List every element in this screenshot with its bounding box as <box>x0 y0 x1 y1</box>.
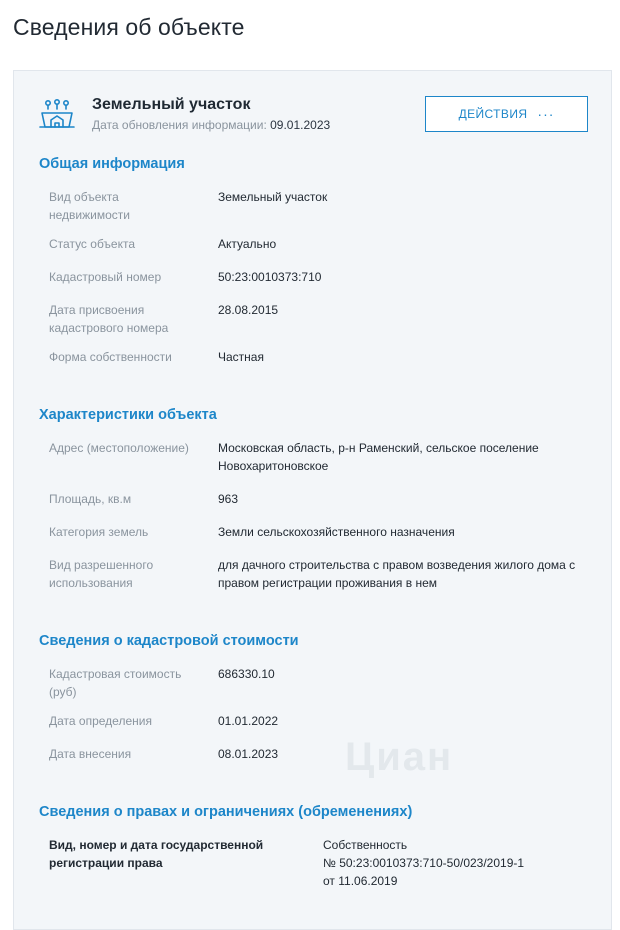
row-label: Дата определения <box>49 714 152 728</box>
row-value: 01.01.2022 <box>218 714 279 728</box>
section-title-general: Общая информация <box>39 156 185 172</box>
row-value: Земли сельскохозяйственного назначения <box>218 525 455 539</box>
row-value: Частная <box>218 350 264 364</box>
update-label: Дата обновления информации: <box>92 118 267 132</box>
row-label: Вид разрешенного использования <box>49 558 154 590</box>
right-date: от 11.06.2019 <box>323 874 398 888</box>
actions-label: ДЕЙСТВИЯ <box>458 107 528 121</box>
row-label: Вид объекта недвижимости <box>49 190 130 222</box>
land-plot-icon <box>39 99 75 131</box>
row-value: 08.01.2023 <box>218 747 279 761</box>
object-name: Земельный участок <box>92 96 251 113</box>
row-label: Дата внесения <box>49 747 132 761</box>
row-label: Кадастровая стоимость (руб) <box>49 667 182 699</box>
row-value: для дачного строительства с правом возведения жилого дома с правом регистрации проживания в нем <box>218 558 576 590</box>
section-title-cadastral-value: Сведения о кадастровой стоимости <box>39 633 299 649</box>
row-label: Адрес (местоположение) <box>49 441 189 455</box>
row-label: Форма собственности <box>49 350 172 364</box>
section-title-rights: Сведения о правах и ограничениях (обременениях) <box>39 804 413 820</box>
right-number: № 50:23:0010373:710-50/023/2019-1 <box>323 856 525 870</box>
update-date: 09.01.2023 <box>270 118 331 132</box>
row-value: Земельный участок <box>218 190 328 204</box>
row-value: Московская область, р-н Раменский, сельское поселение Новохаритоновское <box>218 441 539 473</box>
actions-button[interactable] <box>425 96 588 132</box>
row-label: Категория земель <box>49 525 149 539</box>
page-title: Сведения об объекте <box>13 14 245 40</box>
right-type: Собственность <box>323 838 408 852</box>
row-label: Кадастровый номер <box>49 270 162 284</box>
row-label: Дата присвоения кадастрового номера <box>49 303 169 335</box>
row-value: 686330.10 <box>218 667 275 681</box>
row-value: 963 <box>218 492 239 506</box>
ellipsis-icon: ··· <box>537 106 555 122</box>
row-value: 50:23:0010373:710 <box>218 270 322 284</box>
row-label: Площадь, кв.м <box>49 492 132 506</box>
update-info <box>92 118 330 132</box>
row-value: Актуально <box>218 237 277 251</box>
object-card <box>13 70 612 930</box>
row-value: 28.08.2015 <box>218 303 279 317</box>
watermark-logo: Циан <box>345 735 454 779</box>
section-title-characteristics: Характеристики объекта <box>39 407 217 423</box>
row-value <box>323 836 553 890</box>
row-label: Вид, номер и дата государственной регистрации права <box>49 838 264 870</box>
row-label: Статус объекта <box>49 237 136 251</box>
